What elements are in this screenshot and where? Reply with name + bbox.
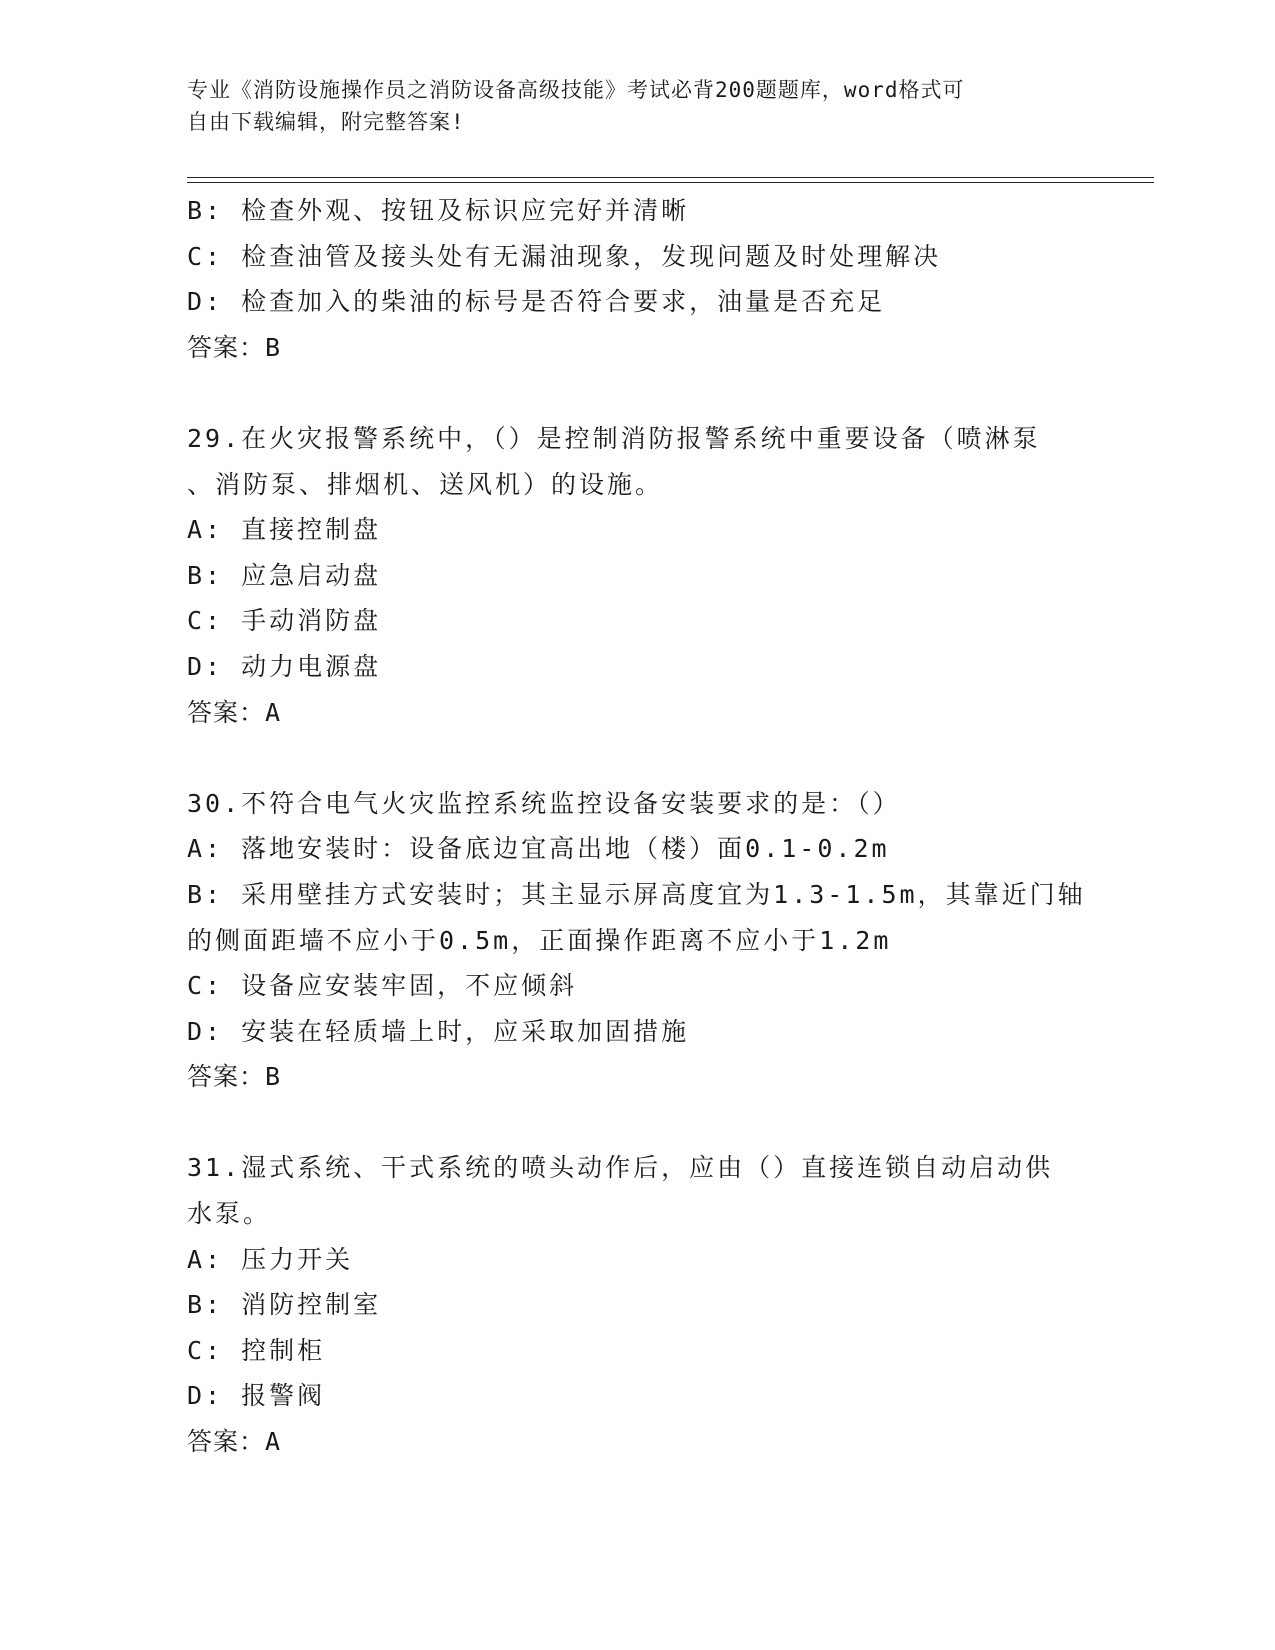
- option-d: D: 报警阀: [187, 1381, 326, 1411]
- spacer: [187, 370, 1087, 416]
- option-a: A: 压力开关: [187, 1244, 354, 1274]
- question-31: [187, 1145, 1087, 1464]
- option-b-line-1: B: 采用壁挂方式安装时；其主显示屏高度宜为1.3-1.5m，其靠近门轴: [187, 879, 1086, 909]
- question-29: [187, 416, 1087, 735]
- option-b: B: 应急启动盘: [187, 560, 382, 590]
- header-divider-top: [187, 177, 1154, 178]
- option-a: A: 直接控制盘: [187, 515, 382, 545]
- header-divider-bottom: [187, 182, 1154, 183]
- question-28-tail: [187, 188, 1087, 370]
- question-stem-line-1: 31.湿式系统、干式系统的喷头动作后，应由（）直接连锁自动启动供: [187, 1153, 1054, 1183]
- spacer: [187, 735, 1087, 781]
- option-b: B: 检查外观、按钮及标识应完好并清晰: [187, 196, 690, 225]
- option-a: A: 落地安装时：设备底边宜高出地（楼）面0.1-0.2m: [187, 834, 890, 864]
- option-c: C: 设备应安装牢固，不应倾斜: [187, 971, 578, 1001]
- question-30: [187, 781, 1087, 1100]
- option-b-line-2: 的侧面距墙不应小于0.5m，正面操作距离不应小于1.2m: [187, 925, 892, 955]
- answer-line: 答案：B: [187, 332, 282, 362]
- option-d: D: 动力电源盘: [187, 651, 382, 681]
- answer-line: 答案：B: [187, 1062, 282, 1092]
- option-c: C: 控制柜: [187, 1335, 326, 1365]
- answer-line: 答案：A: [187, 1427, 282, 1457]
- header-line-1: 专业《消防设施操作员之消防设备高级技能》考试必背200题题库，word格式可: [187, 78, 965, 102]
- question-stem-line-1: 29.在火灾报警系统中，（）是控制消防报警系统中重要设备（喷淋泵: [187, 423, 1041, 453]
- question-stem-line-2: 水泵。: [187, 1199, 272, 1229]
- option-b: B: 消防控制室: [187, 1290, 382, 1320]
- question-stem-line-2: 、消防泵、排烟机、送风机）的设施。: [187, 469, 664, 499]
- option-c: C: 手动消防盘: [187, 606, 382, 636]
- spacer: [187, 1100, 1087, 1146]
- option-c: C: 检查油管及接头处有无漏油现象，发现问题及时处理解决: [187, 241, 942, 271]
- question-list: [187, 188, 1087, 1465]
- option-d: D: 检查加入的柴油的标号是否符合要求，油量是否充足: [187, 287, 886, 317]
- question-stem-line-1: 30.不符合电气火灾监控系统监控设备安装要求的是：（）: [187, 788, 901, 818]
- document-header: [187, 74, 1077, 138]
- header-line-2: 自由下载编辑，附完整答案!: [187, 110, 465, 134]
- answer-line: 答案：A: [187, 697, 282, 727]
- option-d: D: 安装在轻质墙上时，应采取加固措施: [187, 1016, 690, 1046]
